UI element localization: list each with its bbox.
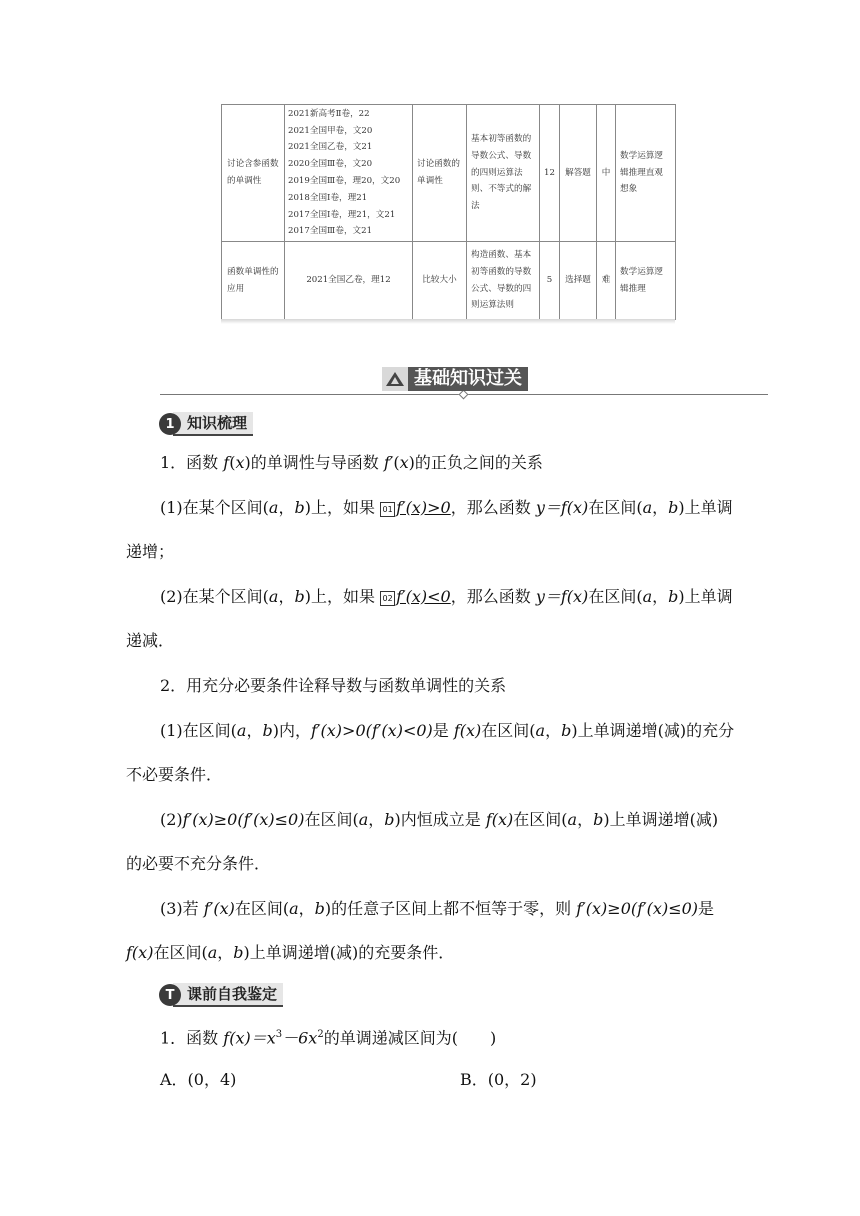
paragraph: (2)f′(x)≥0(f′(x)≤0)在区间(a，b)内恒成立是 f(x)在区间(a，b)上单调递增(减) [160, 810, 719, 829]
source-item: 2021全国乙卷，理12 [306, 275, 391, 286]
paragraph: 递增； [126, 542, 175, 561]
paragraph: f(x)在区间(a，b)上单调递增(减)的充要条件． [126, 943, 455, 962]
section-title: 知识梳理 [173, 412, 253, 436]
source-cell [285, 242, 413, 320]
answer-blank: f′(x)>0 [396, 498, 451, 517]
paragraph: 的必要不充分条件． [126, 854, 271, 873]
knowledge-cell: 构造函数、基本初等函数的导数公式、导数的四则运算法则 [467, 242, 540, 320]
method-cell: 讨论函数的单调性 [413, 105, 467, 242]
banner-label [382, 367, 528, 391]
section-banner [160, 362, 768, 402]
exam-analysis-table [221, 104, 676, 320]
paragraph: 不必要条件． [126, 765, 223, 784]
score-cell: 12 [540, 105, 560, 242]
question: 1．函数 $f(x)=x^3-6x^2$的单调递减区间为( ) [160, 1028, 497, 1048]
paragraph: 2．用充分必要条件诠释导数与函数单调性的关系 [160, 676, 507, 695]
question-type-cell: 选择题 [560, 242, 597, 320]
knowledge-cell: 基本初等函数的导数公式、导数的四则运算法则、不等式的解法 [467, 105, 540, 242]
banner-title: 基础知识过关 [408, 367, 528, 391]
difficulty-cell: 难 [597, 242, 616, 320]
blank-marker-icon: 01 [380, 502, 395, 517]
paragraph: (3)若 f′(x)在区间(a，b)的任意子区间上都不恒等于零，则 f′(x)≥0(f′(x)≤0)是 [160, 899, 715, 918]
paragraph: (1)在某个区间(a，b)上，如果 01 f′(x)>0，那么函数 y＝f(x)在区间(a，b)上单调 [160, 498, 733, 517]
source-cell [285, 105, 413, 242]
triangle-icon [382, 367, 408, 391]
section-title: 课前自我鉴定 [173, 983, 283, 1007]
option-a[interactable]: A．(0，4) [160, 1070, 237, 1089]
difficulty-cell: 中 [597, 105, 616, 242]
exam-analysis-table-wrapper [221, 104, 675, 320]
topic-cell: 讨论含参函数的单调性 [222, 105, 285, 242]
source-item: 2020全国Ⅲ卷，文20 [288, 159, 373, 170]
table-row [222, 105, 676, 242]
diamond-ornament [459, 390, 469, 400]
source-item: 2019全国Ⅲ卷，理20，文20 [288, 176, 401, 186]
blank-marker-icon: 02 [380, 591, 395, 606]
score-cell: 5 [540, 242, 560, 320]
source-item: 2018全国Ⅰ卷，理21 [288, 192, 368, 203]
source-item: 2021全国甲卷，文20 [288, 125, 373, 136]
literacy-cell: 数学运算逻辑推理直观想象 [616, 105, 676, 242]
question-type-cell: 解答题 [560, 105, 597, 242]
table-row [222, 242, 676, 320]
source-item: 2021新高考Ⅱ卷，22 [288, 108, 370, 119]
method-cell: 比较大小 [413, 242, 467, 320]
section-number-icon: T [159, 984, 181, 1006]
option-b[interactable]: B．(0，2) [460, 1070, 537, 1089]
source-item: 2017全国Ⅲ卷，文21 [288, 226, 373, 237]
source-item: 2021全国乙卷，文21 [288, 142, 373, 153]
section-heading-knowledge [159, 412, 253, 436]
topic-cell: 函数单调性的应用 [222, 242, 285, 320]
section-heading-self-check [159, 983, 283, 1007]
source-item: 2017全国Ⅰ卷，理21，文21 [288, 209, 396, 220]
paragraph: 1．函数 f(x)的单调性与导函数 f′(x)的正负之间的关系 [160, 453, 543, 472]
answer-blank: f′(x)<0 [396, 587, 451, 606]
section-number-icon: 1 [159, 413, 181, 435]
paragraph: (2)在某个区间(a，b)上，如果 02 f′(x)<0，那么函数 y＝f(x)在区间(a，b)上单调 [160, 587, 733, 606]
paragraph: 递减． [126, 631, 175, 650]
literacy-cell: 数学运算逻辑推理 [616, 242, 676, 320]
paragraph: (1)在区间(a，b)内，f′(x)>0(f′(x)<0)是 f(x)在区间(a，b)上单调递增(减)的充分 [160, 721, 735, 740]
